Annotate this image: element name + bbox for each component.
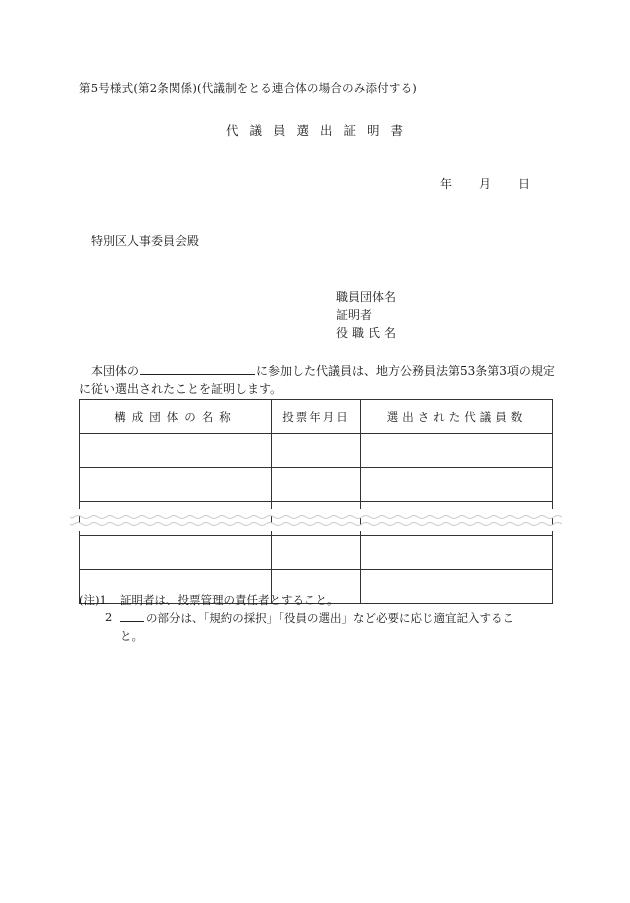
fill-in-blank[interactable]	[140, 363, 255, 375]
date-year-label: 年	[440, 177, 453, 191]
cell-delegate-count[interactable]	[361, 536, 553, 570]
cell-vote-date[interactable]	[272, 536, 361, 570]
header-member-org: 構成団体の名称	[80, 400, 272, 434]
document-title: 代議員選出証明書	[225, 123, 414, 138]
position-name-label: 役職氏名	[336, 326, 401, 340]
table-break-mark	[70, 509, 562, 531]
date-day-label: 日	[518, 177, 531, 191]
cell-delegate-count[interactable]	[361, 434, 553, 468]
cell-delegate-count[interactable]	[361, 570, 553, 604]
note-2-continuation: と。	[120, 629, 143, 643]
form-number: 第5号様式(第2条関係)(代議制をとる連合体の場合のみ添付する)	[79, 81, 417, 95]
addressee: 特別区人事委員会殿	[91, 234, 200, 248]
cell-member-org[interactable]	[80, 434, 272, 468]
body-suffix: に参加した代議員は、地方公務員法第53条第3項の規定	[256, 364, 555, 378]
note-1-text: 証明者は、投票管理の責任者とすること。	[120, 593, 339, 607]
cell-vote-date[interactable]	[272, 468, 361, 502]
notes-label: (注)1	[79, 593, 107, 607]
table-row	[80, 434, 553, 468]
date-line	[440, 175, 530, 192]
body-prefix: 本団体の	[91, 364, 140, 378]
table-row	[80, 468, 553, 502]
table-header-row	[80, 400, 553, 434]
certifier-label: 証明者	[336, 308, 373, 322]
cell-member-org[interactable]	[80, 468, 272, 502]
date-month-label: 月	[479, 177, 492, 191]
header-vote-date: 投票年月日	[272, 400, 361, 434]
cell-vote-date[interactable]	[272, 434, 361, 468]
org-name-label: 職員団体名	[336, 290, 397, 304]
body-line-2: に従い選出されたことを証明します。	[79, 382, 283, 396]
delegate-table	[79, 399, 553, 604]
note-2-number: 2	[105, 610, 113, 624]
header-delegate-count: 選出された代議員数	[361, 400, 553, 434]
cell-delegate-count[interactable]	[361, 468, 553, 502]
table-row	[80, 536, 553, 570]
note-blank-line	[120, 611, 144, 622]
cell-member-org[interactable]	[80, 536, 272, 570]
note-2-text: の部分は、「規約の採択」「役員の選出」など必要に応じ適宜記入するこ	[120, 610, 514, 626]
body-line-1	[91, 362, 555, 379]
